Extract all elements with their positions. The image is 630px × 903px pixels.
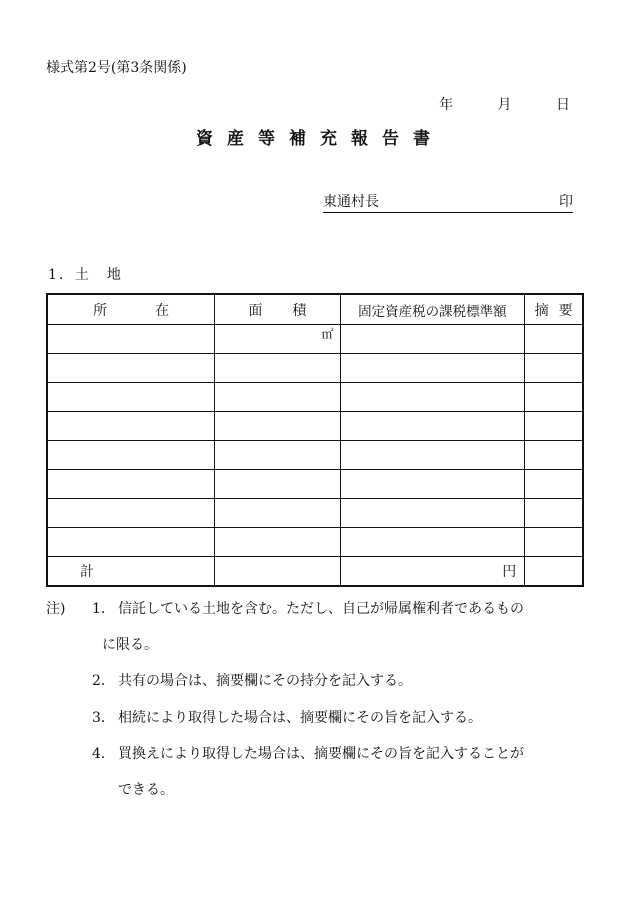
cell-location[interactable] <box>47 441 215 470</box>
cell-location[interactable] <box>47 499 215 528</box>
table-row <box>47 383 583 412</box>
note-4-text: 買換えにより取得した場合は、摘要欄にその旨を記入することが <box>118 746 524 762</box>
table-row <box>47 470 583 499</box>
cell-tax-base[interactable] <box>340 441 525 470</box>
total-row <box>47 557 583 587</box>
table-row <box>47 325 583 354</box>
table-row <box>47 528 583 557</box>
cell-location[interactable] <box>47 470 215 499</box>
note-2-text: 共有の場合は、摘要欄にその持分を記入する。 <box>118 673 412 689</box>
note-2-number: 2． <box>92 673 115 689</box>
note-3-text: 相続により取得した場合は、摘要欄にその旨を記入する。 <box>118 710 482 726</box>
form-number: 様式第2号(第3条関係) <box>46 60 187 76</box>
land-table <box>46 293 584 587</box>
cell-remarks[interactable] <box>525 470 583 499</box>
cell-tax-base[interactable] <box>340 499 525 528</box>
table-row <box>47 499 583 528</box>
date-line <box>439 94 570 114</box>
header-area: 面 積 <box>215 294 340 325</box>
header-tax-base: 固定資産税の課税標準額 <box>340 294 525 325</box>
total-tax-base[interactable] <box>340 557 525 587</box>
cell-tax-base[interactable] <box>340 354 525 383</box>
cell-area[interactable] <box>215 354 340 383</box>
table-row <box>47 441 583 470</box>
cell-remarks[interactable] <box>525 499 583 528</box>
cell-tax-base[interactable] <box>340 528 525 557</box>
section-heading: 1．土 地 <box>48 267 123 283</box>
cell-location[interactable] <box>47 528 215 557</box>
note-4-number: 4． <box>92 746 115 762</box>
note-1-text: 信託している土地を含む。ただし、自己が帰属権利者であるもの <box>118 601 524 617</box>
cell-remarks[interactable] <box>525 441 583 470</box>
cell-remarks[interactable] <box>525 354 583 383</box>
cell-tax-base[interactable] <box>340 470 525 499</box>
cell-remarks[interactable] <box>525 325 583 354</box>
cell-tax-base[interactable] <box>340 412 525 441</box>
cell-area[interactable] <box>215 325 340 354</box>
cell-area[interactable] <box>215 470 340 499</box>
cell-location[interactable] <box>47 325 215 354</box>
cell-area[interactable] <box>215 441 340 470</box>
cell-remarks[interactable] <box>525 383 583 412</box>
header-location: 所 在 <box>47 294 215 325</box>
cell-area[interactable] <box>215 528 340 557</box>
seal-mark: 印 <box>559 194 573 210</box>
total-remarks[interactable] <box>525 557 583 587</box>
notes-label: 注) <box>46 601 66 617</box>
addressee-line <box>323 191 573 213</box>
note-1-number: 1． <box>92 601 115 617</box>
cell-location[interactable] <box>47 412 215 441</box>
area-unit: ㎡ <box>321 327 334 341</box>
cell-remarks[interactable] <box>525 412 583 441</box>
note-3-number: 3． <box>92 710 115 726</box>
cell-remarks[interactable] <box>525 528 583 557</box>
table-row <box>47 412 583 441</box>
document-title: 資産等補充報告書 <box>196 129 444 149</box>
cell-tax-base[interactable] <box>340 383 525 412</box>
cell-location[interactable] <box>47 354 215 383</box>
total-label: 計 <box>47 557 215 587</box>
cell-tax-base[interactable] <box>340 325 525 354</box>
addressee-name: 東通村長 <box>323 194 379 210</box>
table-row <box>47 354 583 383</box>
note-4-continuation: できる。 <box>118 782 174 798</box>
cell-location[interactable] <box>47 383 215 412</box>
total-area[interactable] <box>215 557 340 587</box>
date-month: 月 <box>497 97 512 113</box>
cell-area[interactable] <box>215 499 340 528</box>
header-remarks: 摘 要 <box>525 294 583 325</box>
currency-unit: 円 <box>502 564 517 580</box>
date-year: 年 <box>439 97 454 113</box>
cell-area[interactable] <box>215 412 340 441</box>
table-header-row <box>47 294 583 325</box>
note-1-continuation: に限る。 <box>102 637 158 653</box>
cell-area[interactable] <box>215 383 340 412</box>
date-day: 日 <box>556 97 570 113</box>
